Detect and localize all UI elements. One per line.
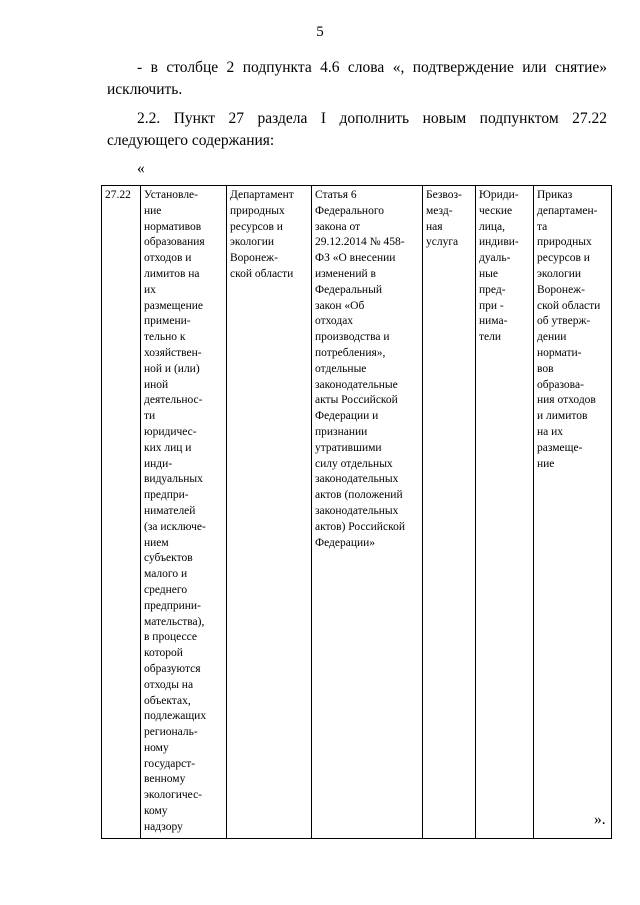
page-number: 5 [316,24,324,40]
amendment-table [101,185,612,839]
cell-text: Безвоз- мезд- ная услуга [426,189,462,249]
opening-quote: « [137,160,145,177]
table-cell-regulation [534,186,612,839]
cell-text: Статья 6 Федерального закона от 29.12.2014 № 458- ФЗ «О внесении изменений в Федеральный закон «Об отходах производства и потребления», отдельные законодательные акты Российской Федерации и признании утратившими силу отдельных законодательных актов (положений законодательных актов) Российской Федерации» [315,189,405,549]
paragraph-amendment: 2.2. Пункт 27 раздела I дополнить новым подпунктом 27.22 следующего содержания: [107,110,607,149]
table-cell-payment [423,186,476,839]
closing-quote: ». [594,811,606,828]
table-cell-legal-basis [312,186,423,839]
cell-text: 27.22 [105,189,131,201]
cell-text: Установле- ние нормативов образования отходов и лимитов на их размещение примени- тельно к хозяйствен- ной и (или) иной деятельнос- ти юридичес- ких лиц и инди- видуальных предпри- нимателей (за исключе- нием субъектов малого и среднего предприни- мательства), в процессе которой образуются отходы на объектах, подлежащих региональ- ному государст- венному экологичес- кому надзору [144,189,207,833]
table-cell-service-name [141,186,227,839]
table-cell-applicants [476,186,534,839]
table-cell-number [102,186,141,839]
cell-text: Приказ департамен- та природных ресурсов и экологии Воронеж- ской области об утверж- дении нормати- вов образова- ния отходов и лимитов на их размеще- ние [537,189,601,470]
table-cell-authority [227,186,312,839]
cell-text: Департамент природных ресурсов и экологии Воронеж- ской области [230,189,294,280]
table-row [102,186,612,839]
cell-text: Юриди- ческие лица, индиви- дуаль- ные пред- при - нима- тели [479,189,519,344]
paragraph-exclusion: - в столбце 2 подпункта 4.6 слова «, подтверждение или снятие» исключить. [107,59,607,98]
